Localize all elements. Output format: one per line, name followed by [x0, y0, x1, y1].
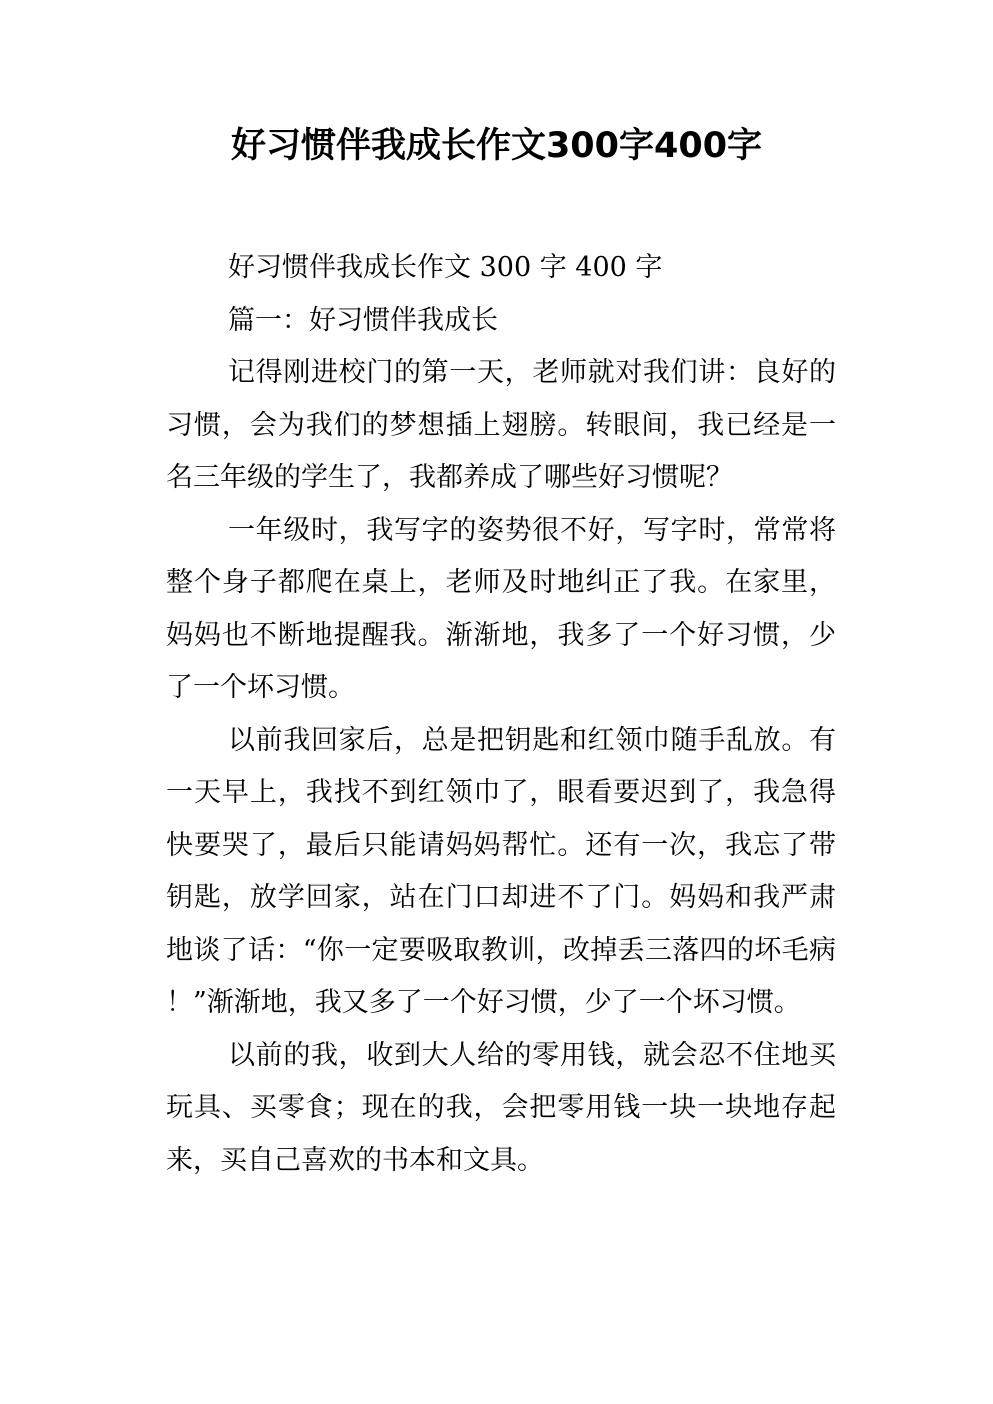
body-paragraph: 以前我回家后，总是把钥匙和红领巾随手乱放。有一天早上，我找不到红领巾了，眼看要迟到了，我急得快要哭了，最后只能请妈妈帮忙。还有一次，我忘了带钥匙，放学回家，站在门口却进不了门。妈妈和我严肃地谈了话：“你一定要吸取教训，改掉丢三落四的坏毛病！”渐渐地，我又多了一个好习惯，少了一个坏习惯。 — [166, 724, 836, 1018]
body-paragraph: 以前的我，收到大人给的零用钱，就会忍不住地买玩具、买零食；现在的我，会把零用钱一块一块地存起来，买自己喜欢的书本和文具。 — [166, 1039, 836, 1176]
body-paragraph: 一年级时，我写字的姿势很不好，写字时，常常将整个身子都爬在桌上，老师及时地纠正了我。在家里，妈妈也不断地提醒我。渐渐地，我多了一个好习惯，少了一个坏习惯。 — [166, 514, 836, 703]
body-paragraph: 记得刚进校门的第一天，老师就对我们讲：良好的习惯，会为我们的梦想插上翅膀。转眼间，我已经是一名三年级的学生了，我都养成了哪些好习惯呢？ — [166, 357, 836, 493]
document-body — [166, 242, 836, 1187]
document-title: 好习惯伴我成长作文300字400字 — [230, 126, 763, 166]
chapter-heading: 篇一：好习惯伴我成长 — [228, 304, 498, 336]
subtitle-paragraph: 好习惯伴我成长作文 300 字 400 字 — [228, 252, 663, 283]
